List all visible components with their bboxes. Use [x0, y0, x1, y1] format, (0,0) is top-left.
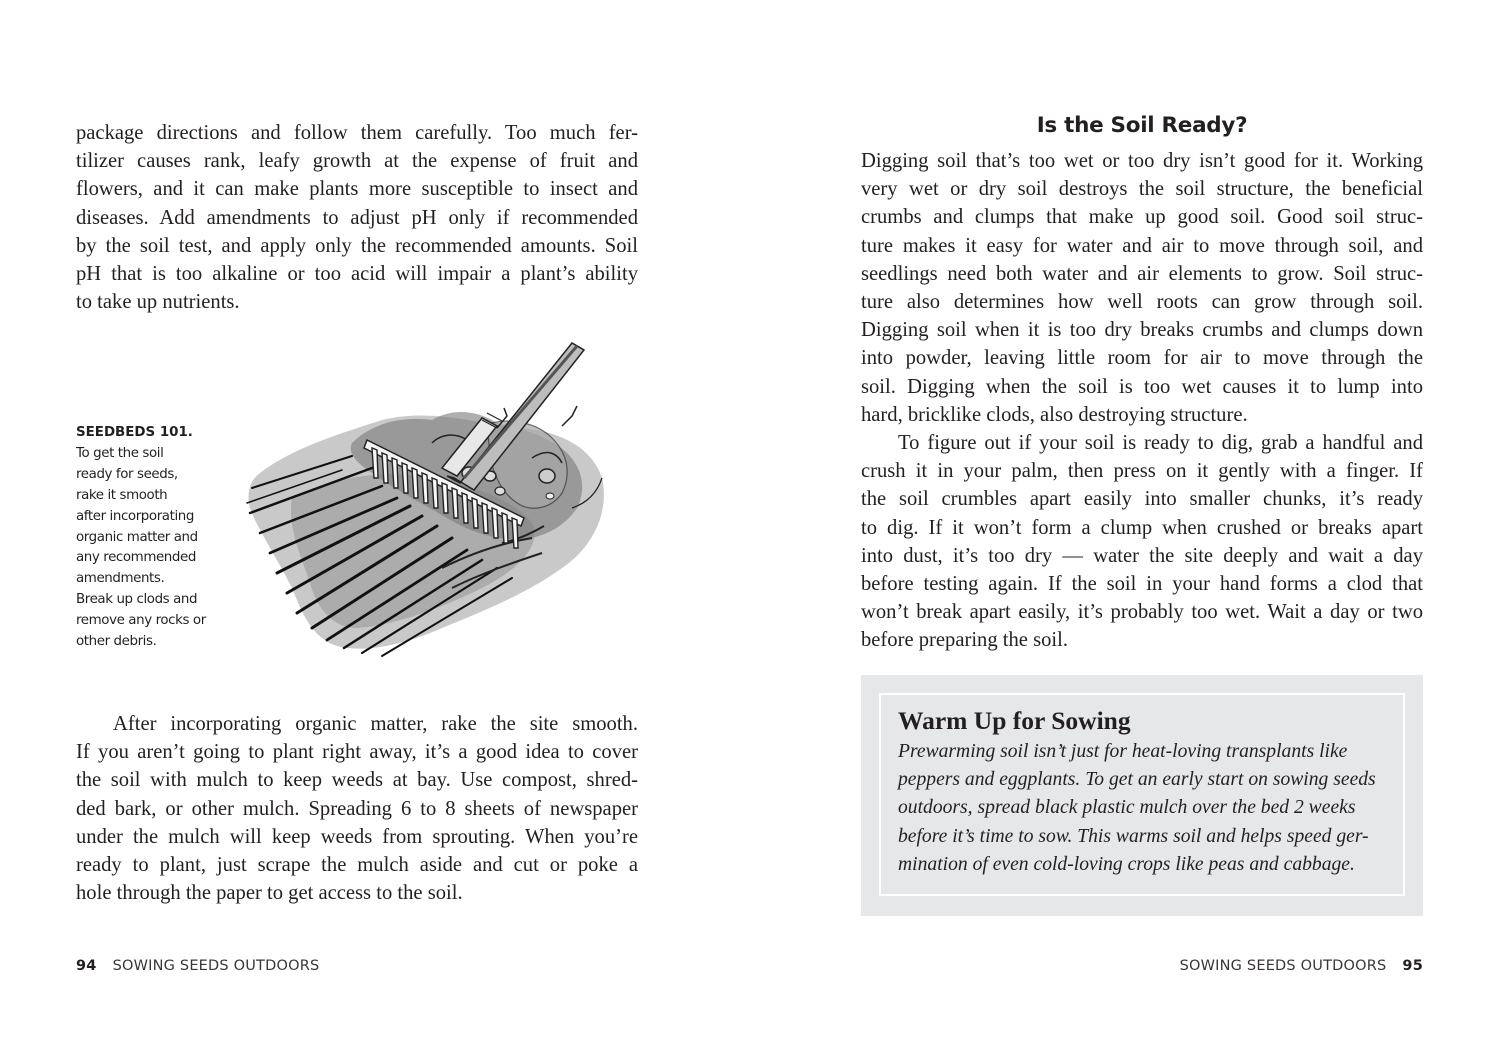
right-body-text [861, 147, 1423, 655]
text-line: ded bark, or other mulch. Spreading 6 to 8 sheets of newspaper [76, 797, 638, 820]
running-head: SOWING SEEDS OUTDOORS [1179, 958, 1387, 974]
text-line: Digging soil that’s too wet or too dry isn’t good for it. Working [861, 150, 1423, 172]
sidebar-line: Prewarming soil isn’t just for heat-loving transplants like [898, 741, 1348, 762]
caption-line: amendments. [76, 571, 165, 587]
sidebar-text [898, 738, 1398, 879]
text-line: Digging soil when it is too dry breaks crumbs and clumps down [861, 319, 1423, 342]
text-line: into dust, it’s too dry — water the site deeply and wait a day [861, 544, 1423, 567]
left-bottom-paragraph [76, 710, 638, 907]
sidebar-title: Warm Up for Sowing [898, 706, 1131, 735]
running-head: SOWING SEEDS OUTDOORS [112, 958, 320, 974]
text-line: hard, bricklike clods, also destroying structure. [861, 403, 1248, 426]
left-page-footer [76, 958, 319, 974]
sidebar-line: before it’s time to sow. This warms soil and helps speed ger- [898, 825, 1369, 847]
rake-illustration [232, 328, 632, 678]
text-line: ture makes it easy for water and air to move through soil, and [861, 234, 1423, 257]
page-number: 95 [1402, 958, 1423, 974]
text-line: ture also determines how well roots can grow through soil. [861, 291, 1423, 314]
page-number: 94 [76, 958, 97, 974]
caption-line: ready for seeds, [76, 466, 178, 482]
text-line: hole through the paper to get access to the soil. [76, 882, 463, 905]
text-line: the soil with mulch to keep weeds at bay. Use compost, shred- [76, 769, 638, 792]
left-top-paragraph [76, 119, 638, 316]
caption-line: other debris. [76, 634, 157, 650]
text-line: soil. Digging when the soil is too wet causes it to lump into [861, 375, 1423, 398]
text-line: before preparing the soil. [861, 629, 1069, 652]
text-line: by the soil test, and apply only the recommended amounts. Soil [76, 234, 638, 257]
sidebar-line: outdoors, spread black plastic mulch over the bed 2 weeks [898, 797, 1356, 819]
sidebar-box [861, 675, 1423, 916]
text-line: crush it in your palm, then press on it gently with a finger. If [861, 460, 1423, 483]
text-line: pH that is too alkaline or too acid will impair a plant’s ability [76, 263, 638, 286]
text-line: package directions and follow them carefully. Too much fer- [76, 122, 638, 144]
text-line: into powder, leaving little room for air to move through the [861, 347, 1423, 370]
caption-line: organic matter and [76, 529, 198, 545]
text-line: flowers, and it can make plants more susceptible to insect and [76, 178, 638, 201]
right-page-footer [1180, 958, 1423, 974]
text-line: seedlings need both water and air elements to grow. Soil struc- [861, 262, 1423, 285]
figure-caption [76, 423, 226, 653]
text-line: diseases. Add amendments to adjust pH only if recommended [76, 206, 638, 229]
text-line: to take up nutrients. [76, 291, 240, 314]
sidebar-line: mination of even cold-loving crops like peas and cabbage. [898, 853, 1355, 875]
caption-line: To get the soil [76, 445, 164, 461]
sidebar-line: peppers and eggplants. To get an early start on sowing seeds [898, 769, 1376, 791]
text-line: ready to plant, just scrape the mulch aside and cut or poke a [76, 854, 638, 877]
text-line: before testing again. If the soil in your hand forms a clod that [861, 573, 1423, 596]
caption-title: SEEDBEDS 101. [76, 425, 193, 440]
text-line: won’t break apart easily, it’s probably too wet. Wait a day or two [861, 601, 1423, 624]
caption-line: rake it smooth [76, 487, 168, 503]
text-line: To figure out if your soil is ready to dig, grab a handful and [898, 432, 1423, 455]
text-line: If you aren’t going to plant right away, it’s a good idea to cover [76, 741, 638, 764]
section-heading: Is the Soil Ready? [1036, 113, 1248, 138]
text-line: After incorporating organic matter, rake the site smooth. [113, 713, 638, 735]
caption-line: remove any rocks or [76, 613, 206, 629]
text-line: to dig. If it won’t form a clump when crushed or breaks apart [861, 516, 1423, 539]
caption-line: Break up clods and [76, 592, 198, 608]
caption-line: any recommended [76, 550, 196, 566]
text-line: very wet or dry soil destroys the soil structure, the beneficial [861, 178, 1423, 201]
text-line: crumbs and clumps that make up good soil. Good soil struc- [861, 206, 1423, 229]
text-line: under the mulch will keep weeds from sprouting. When you’re [76, 825, 638, 848]
text-line: tilizer causes rank, leafy growth at the expense of fruit and [76, 150, 638, 173]
text-line: the soil crumbles apart easily into smaller chunks, it’s ready [861, 488, 1423, 511]
caption-line: after incorporating [76, 508, 194, 524]
